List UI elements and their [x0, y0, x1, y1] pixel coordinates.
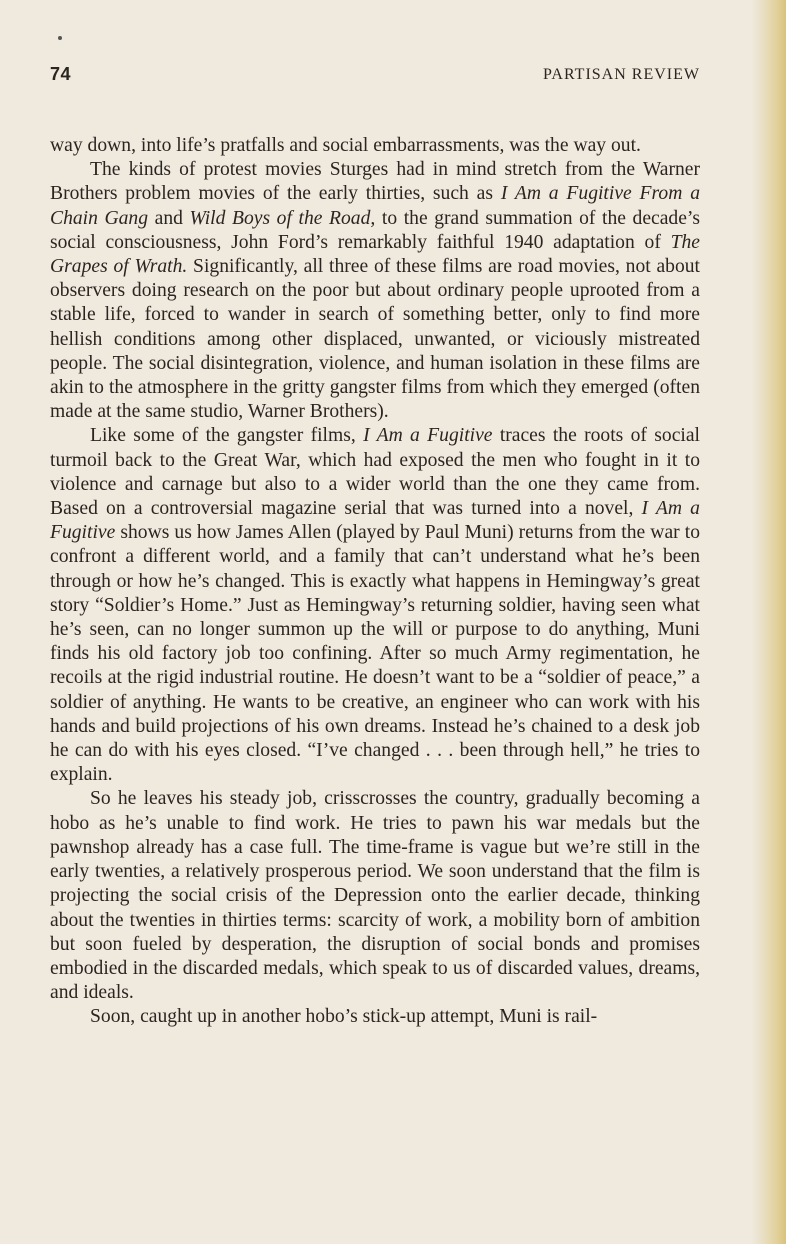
- page-number: 74: [50, 64, 72, 84]
- body-text: [50, 134, 700, 1030]
- running-head: PARTISAN REVIEW: [542, 66, 700, 83]
- page-header: [50, 64, 700, 90]
- page-speck: [58, 36, 62, 40]
- paragraph: So he leaves his steady job, crisscrosses the country, gradually becoming a hobo as he’s unable to find work. He tries to pawn his war medals but the pawnshop already has a case full. The time-frame is vague but we’re still in the early twenties, a relatively prosperous period. We soon understand that the film is projecting the social crisis of the Depression onto the earlier decade, thinking about the twenties in thirties terms: scarcity of work, a mobility born of ambition but soon fueled by desperation, the disruption of social bonds and promises embodied in the discarded medals, which speak to us of discarded values, dreams, and ideals.: [50, 788, 700, 1004]
- paragraph: Soon, caught up in another hobo’s stick-up attempt, Muni is rail-: [90, 1006, 598, 1028]
- paragraph: Like some of the gangster films, I Am a Fugitive traces the roots of social turmoil back to the Great War, which had exposed the men who fought in it to violence and carnage but also to a wider world than the one they came from. Based on a controversial magazine serial that was turned into a novel, I Am a Fugitive shows us how James Allen (played by Paul Muni) returns from the war to confront a different world, and a family that can’t understand what he’s been through or how he’s changed. This is exactly what happens in Hemingway’s great story “Soldier’s Home.” Just as Hemingway’s returning soldier, having seen what he’s seen, can no longer summon up the will or purpose to do anything, Muni finds his old factory job too confining. After so much Army regimentation, he recoils at the rigid industrial routine. He doesn’t want to be a “soldier of peace,” a soldier of anything. He wants to be creative, an engineer who can work with his hands and build projections of his own dreams. Instead he’s chained to a desk job he can do with his eyes closed. “I’ve changed . . . been through hell,” he tries to explain.: [50, 425, 700, 786]
- book-gutter: [752, 0, 786, 1244]
- paragraph: The kinds of protest movies Sturges had in mind stretch from the Warner Brothers problem movies of the early thirties, such as I Am a Fugitive From a Chain Gang and Wild Boys of the Road, to the grand summation of the decade’s social consciousness, John Ford’s remarkably faithful 1940 adaptation of The Grapes of Wrath. Significantly, all three of these films are road movies, not about observers doing research on the poor but about ordinary people uprooted from a stable life, forced to wander in search of something better, only to find more hellish conditions among other displaced, unwanted, or viciously mistreated people. The social disintegration, violence, and human isolation in these films are akin to the atmosphere in the gritty gangster films from which they emerged (often made at the same studio, Warner Brothers).: [50, 159, 700, 423]
- paragraph: way down, into life’s pratfalls and social embarrassments, was the way out.: [50, 135, 641, 156]
